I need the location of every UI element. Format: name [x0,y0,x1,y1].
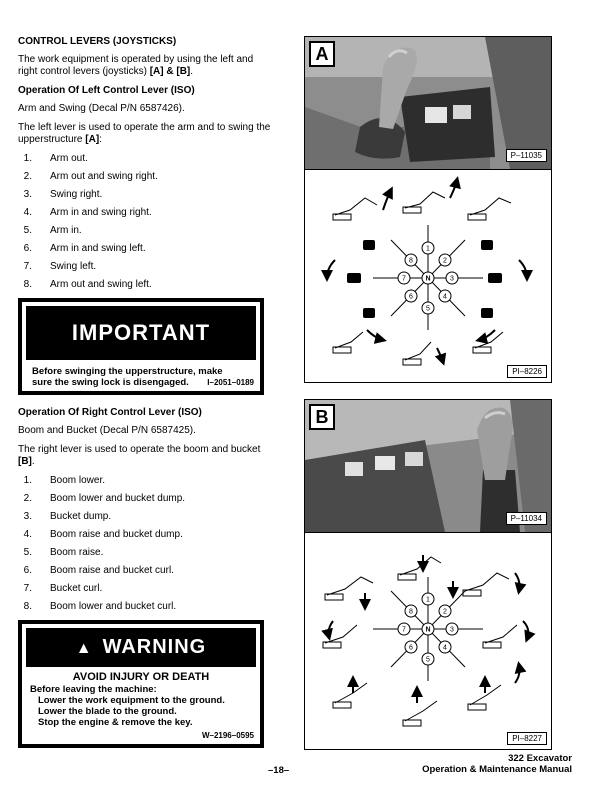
left-lever-list [18,153,275,291]
right-lever-description: The right lever is used to operate the boom and bucket [B]. [18,444,261,467]
left-lever-diagram [305,169,551,383]
position-label: 5 [426,656,430,664]
warning-triangle-icon: ▲ [75,640,93,657]
photo-code: P–11035 [506,149,547,162]
list-item: 4. Boom raise and bucket dump. [23,529,183,540]
list-item: 5. Arm in. [23,225,82,236]
position-label: 3 [450,275,454,283]
position-label: 5 [426,305,430,313]
left-decal-text: Arm and Swing (Decal P/N 6587426). [18,103,185,114]
list-item: 3. Swing right. [23,189,103,200]
position-label: 2 [443,257,447,265]
footer-model: 322 Excavator [508,753,572,764]
warning-code: W–2196–0595 [201,731,254,740]
figure-letter: A [309,41,335,67]
important-notice [18,298,264,395]
warning-banner: ▲ WARNING [26,628,256,667]
list-item: 6. Arm in and swing left. [23,243,146,254]
position-label: 4 [443,644,447,652]
left-lever-heading: Operation Of Left Control Lever (ISO) [18,85,195,96]
intro-paragraph: The work equipment is operated by using the left and right control levers (joysticks) [A] & [B]. [18,54,254,77]
position-label: 8 [409,608,413,616]
position-label: N [425,626,431,634]
list-item: 5. Boom raise. [23,547,104,558]
position-label: 1 [426,596,430,604]
important-code: I–2051–0189 [207,378,254,387]
figure-letter: B [309,404,335,430]
footer-manual: Operation & Maintenance Manual [422,764,572,775]
warning-title: AVOID INJURY OR DEATH [72,671,210,683]
left-column [18,36,275,748]
figure-b [304,399,552,750]
arrow-icons [327,180,527,362]
footer-title [422,753,572,775]
important-line: Before swinging the upperstructure, make [32,366,223,377]
list-item: 8. Boom lower and bucket curl. [23,601,177,612]
list-item: 6. Boom raise and bucket curl. [23,565,174,576]
warning-line: Lower the work equipment to the ground. [38,695,225,706]
list-item: 7. Bucket curl. [23,583,103,594]
left-lever-description: The left lever is used to operate the arm and to swing the upperstructure [A]: [18,122,271,145]
position-label: N [425,275,431,283]
position-label: 1 [426,245,430,253]
position-label: 3 [450,626,454,634]
position-label: 8 [409,257,413,265]
photo-code: P–11034 [506,512,547,525]
list-item: 8. Arm out and swing left. [23,279,152,290]
warning-lead: Before leaving the machine: [30,684,157,695]
warning-line: Lower the blade to the ground. [38,706,177,717]
important-line: sure the swing lock is disengaged. [32,377,189,388]
page-number: –18– [268,765,290,776]
list-item: 2. Arm out and swing right. [23,171,158,182]
list-item: 1. Arm out. [23,153,88,164]
position-label: 2 [443,608,447,616]
excavator-icons [323,557,517,726]
important-banner: IMPORTANT [26,306,256,360]
warning-line: Stop the engine & remove the key. [38,717,193,728]
list-item: 2. Boom lower and bucket dump. [23,493,186,504]
figure-a [304,36,552,383]
list-item: 3. Bucket dump. [23,511,112,522]
warning-notice [18,620,264,748]
right-lever-heading: Operation Of Right Control Lever (ISO) [18,407,202,418]
list-item: 7. Swing left. [23,261,97,272]
right-decal-text: Boom and Bucket (Decal P/N 6587425). [18,425,196,436]
diagram-code: PI–8227 [507,732,547,745]
list-item: 4. Arm in and swing right. [23,207,152,218]
diagram-code: PI–8226 [507,365,547,378]
right-lever-diagram [305,532,551,750]
position-label: 6 [409,293,413,301]
position-label: 6 [409,644,413,652]
position-label: 7 [402,275,406,283]
list-item: 1. Boom lower. [23,475,106,486]
position-label: 7 [402,626,406,634]
right-lever-list [18,475,275,613]
section-heading: CONTROL LEVERS (JOYSTICKS) [18,36,177,47]
position-label: 4 [443,293,447,301]
